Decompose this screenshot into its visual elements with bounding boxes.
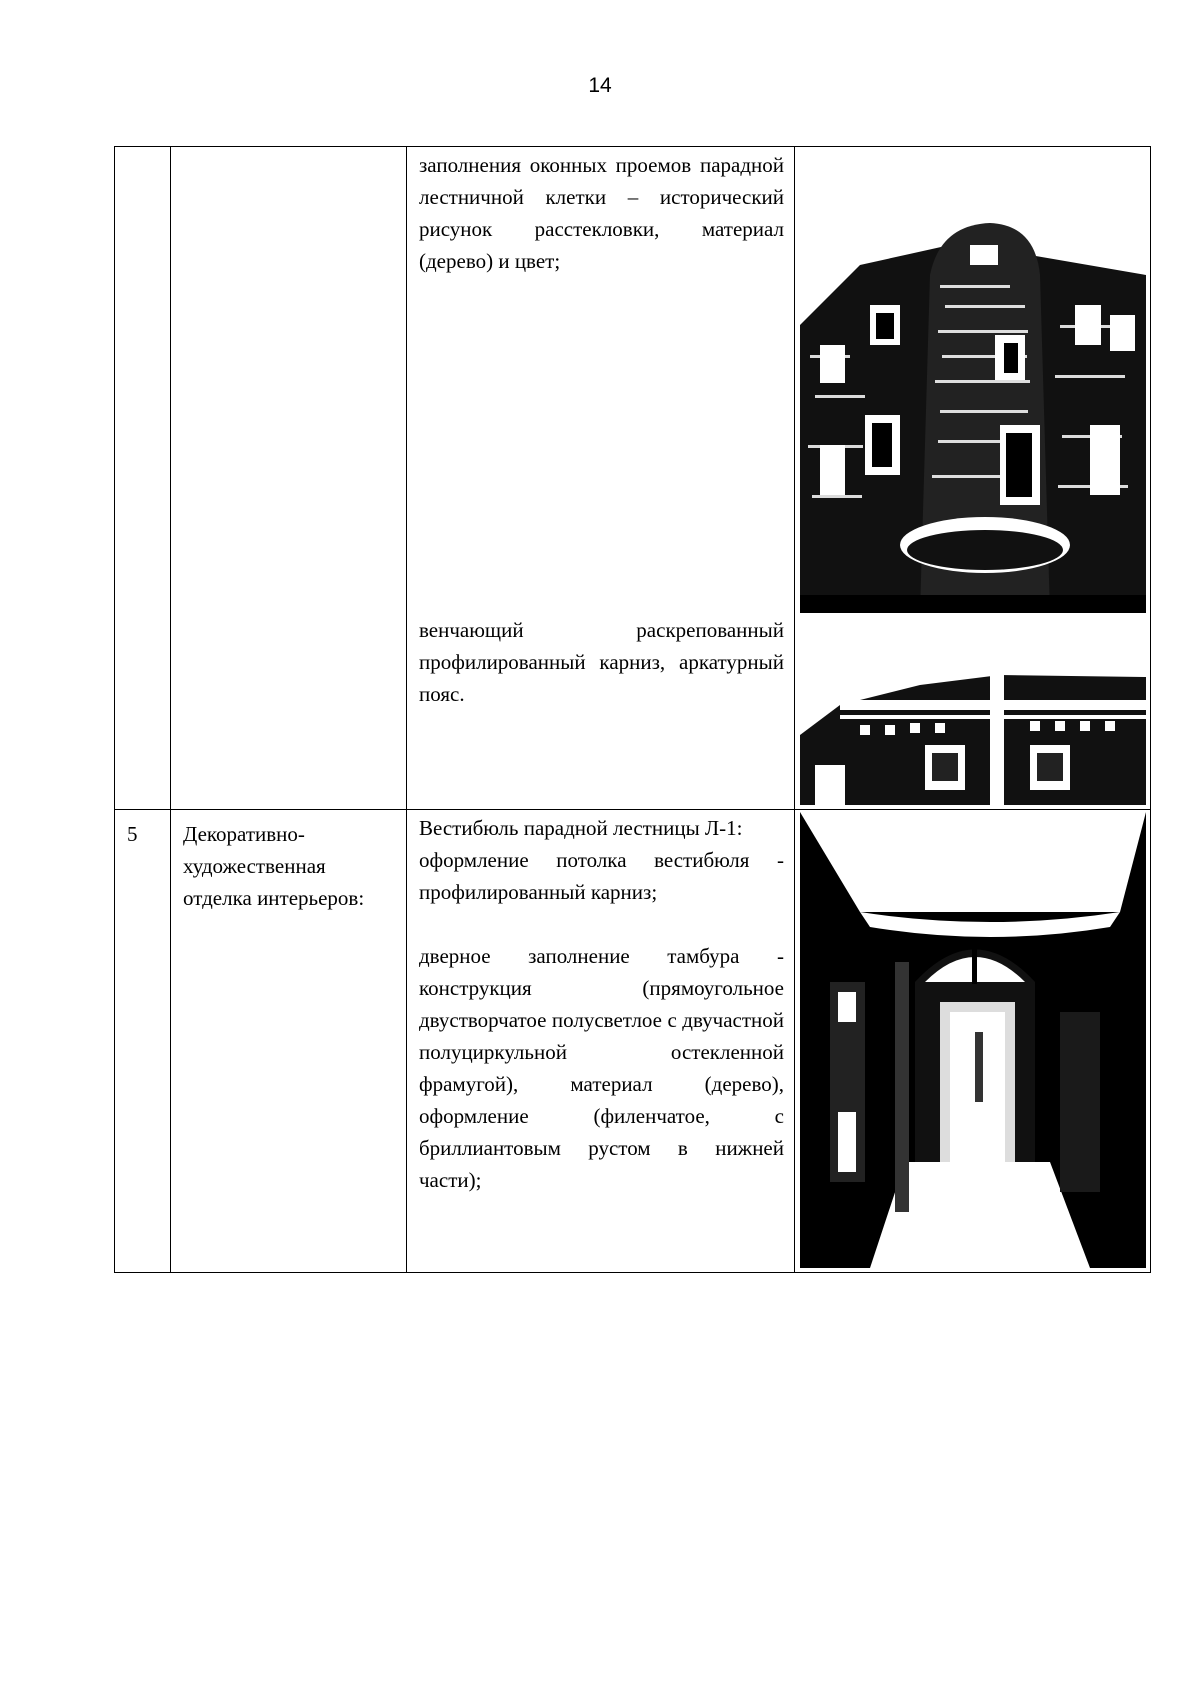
row-number-cell: 5 xyxy=(115,810,171,1273)
facade-tower-photo xyxy=(800,155,1146,613)
description-paragraph: оформление потолка вестибюля - профилированный карниз; xyxy=(419,848,784,904)
row-number-cell xyxy=(115,147,171,810)
row-photo-cell xyxy=(795,147,1151,810)
row-description-cell xyxy=(407,810,795,1273)
vestibule-photo xyxy=(800,812,1146,1268)
row-description-cell xyxy=(407,147,795,810)
monument-features-table xyxy=(114,146,1151,1273)
row-photo-cell xyxy=(795,810,1151,1273)
table-row xyxy=(115,147,1151,810)
row-name-cell xyxy=(171,147,407,810)
description-paragraph: заполнения оконных проемов парадной лестничной клетки – исторический рисунок расстекловки, материал (дерево) и цвет; xyxy=(419,153,784,273)
description-paragraph: дверное заполнение тамбура - конструкция (прямоугольное двустворчатое полусветлое с двучастной полуциркульной остекленной фрамугой), материал (дерево), оформление (филенчатое, с бриллиантовым рустом в нижней части); xyxy=(419,944,784,1192)
table-row xyxy=(115,810,1151,1273)
cornice-photo xyxy=(800,655,1146,805)
description-paragraph: Вестибюль парадной лестницы Л-1: xyxy=(419,816,743,840)
description-paragraph: венчающий раскрепованный профилированный карниз, аркатурный пояс. xyxy=(419,618,784,706)
page-number: 14 xyxy=(588,74,612,97)
row-name-cell: Декоративно-художественная отделка интерьеров: xyxy=(171,810,407,1273)
